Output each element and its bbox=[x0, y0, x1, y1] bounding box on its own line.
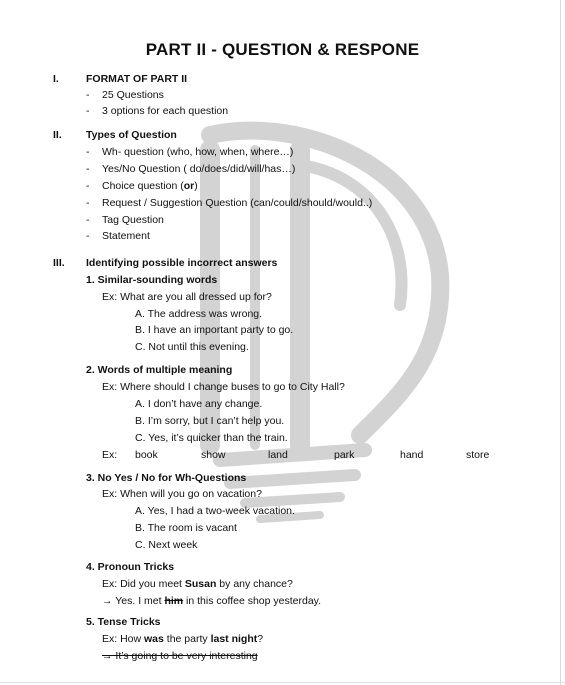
emphasis: or bbox=[183, 180, 195, 192]
example-word: park bbox=[334, 449, 355, 461]
subsection-heading: 5. Tense Tricks bbox=[86, 616, 161, 628]
subsection-heading: 2. Words of multiple meaning bbox=[86, 364, 233, 376]
section-heading: Identifying possible incorrect answers bbox=[86, 257, 278, 269]
list-item: 25 Questions bbox=[102, 89, 164, 101]
bullet: - bbox=[86, 197, 90, 209]
section-numeral: III. bbox=[53, 257, 65, 269]
text: in this coffee shop yesterday. bbox=[183, 595, 322, 607]
answer-option: B. The room is vacant bbox=[135, 522, 237, 534]
text: Ex: How bbox=[102, 633, 145, 645]
bullet: - bbox=[86, 105, 90, 117]
emphasis: last night bbox=[210, 633, 258, 645]
text: ? bbox=[257, 633, 264, 645]
bullet: - bbox=[86, 214, 90, 226]
subsection-heading: 1. Similar-sounding words bbox=[86, 274, 218, 286]
page-edge bbox=[560, 0, 561, 685]
example-question: Ex: Where should I change buses to go to City Hall? bbox=[102, 381, 345, 393]
text: the party bbox=[163, 633, 211, 645]
section-numeral: I. bbox=[53, 73, 59, 85]
section-numeral: II. bbox=[53, 129, 62, 141]
section-heading: FORMAT OF PART II bbox=[86, 73, 188, 85]
emphasis: was bbox=[144, 633, 164, 645]
list-item: Wh- question (who, how, when, where…) bbox=[102, 146, 294, 158]
answer-option: C. Not until this evening. bbox=[135, 341, 249, 353]
answer-option: A. I don’t have any change. bbox=[135, 398, 263, 410]
example-answer bbox=[102, 595, 321, 608]
answer-option: A. Yes, I had a two-week vacation. bbox=[135, 505, 295, 517]
example-word: hand bbox=[400, 449, 424, 461]
page-edge bbox=[0, 682, 565, 683]
example-word: show bbox=[201, 449, 226, 461]
struck-word: him bbox=[164, 595, 184, 607]
subsection-heading: 3. No Yes / No for Wh-Questions bbox=[86, 472, 247, 484]
example-word: store bbox=[466, 449, 490, 461]
section-heading: Types of Question bbox=[86, 129, 177, 141]
example-question bbox=[102, 578, 293, 591]
answer-option: B. I’m sorry, but I can’t help you. bbox=[135, 415, 285, 427]
subsection-heading: 4. Pronoun Tricks bbox=[86, 561, 175, 573]
bullet: - bbox=[86, 180, 90, 192]
text: Ex: Did you meet bbox=[102, 578, 185, 590]
example-word: land bbox=[268, 449, 288, 461]
list-item: 3 options for each question bbox=[102, 105, 229, 117]
bullet: - bbox=[86, 146, 90, 158]
list-item bbox=[102, 180, 198, 193]
emphasis: Susan bbox=[184, 578, 217, 590]
answer-option: C. Next week bbox=[135, 539, 198, 551]
example-word: book bbox=[135, 449, 158, 461]
text: Choice question ( bbox=[102, 180, 184, 192]
example-label: Ex: bbox=[102, 449, 118, 461]
example-answer: → It’s going to be very interesting bbox=[102, 650, 258, 662]
list-item: Yes/No Question ( do/does/did/will/has…) bbox=[102, 163, 296, 175]
answer-option: A. The address was wrong. bbox=[135, 308, 263, 320]
text: by any chance? bbox=[216, 578, 293, 590]
list-item: Request / Suggestion Question (can/could/should/would..) bbox=[102, 197, 373, 209]
list-item: Tag Question bbox=[102, 214, 164, 226]
bullet: - bbox=[86, 89, 90, 101]
answer-option: B. I have an important party to go. bbox=[135, 324, 294, 336]
page-title: PART II - QUESTION & RESPONE bbox=[145, 40, 420, 59]
bullet: - bbox=[86, 230, 90, 242]
text: → Yes. I met bbox=[102, 595, 165, 607]
example-question bbox=[102, 633, 263, 646]
bullet: - bbox=[86, 163, 90, 175]
list-item: Statement bbox=[102, 230, 150, 242]
answer-option: C. Yes, it’s quicker than the train. bbox=[135, 432, 288, 444]
text: ) bbox=[194, 180, 198, 192]
example-question: Ex: When will you go on vacation? bbox=[102, 488, 262, 500]
example-question: Ex: What are you all dressed up for? bbox=[102, 291, 272, 303]
